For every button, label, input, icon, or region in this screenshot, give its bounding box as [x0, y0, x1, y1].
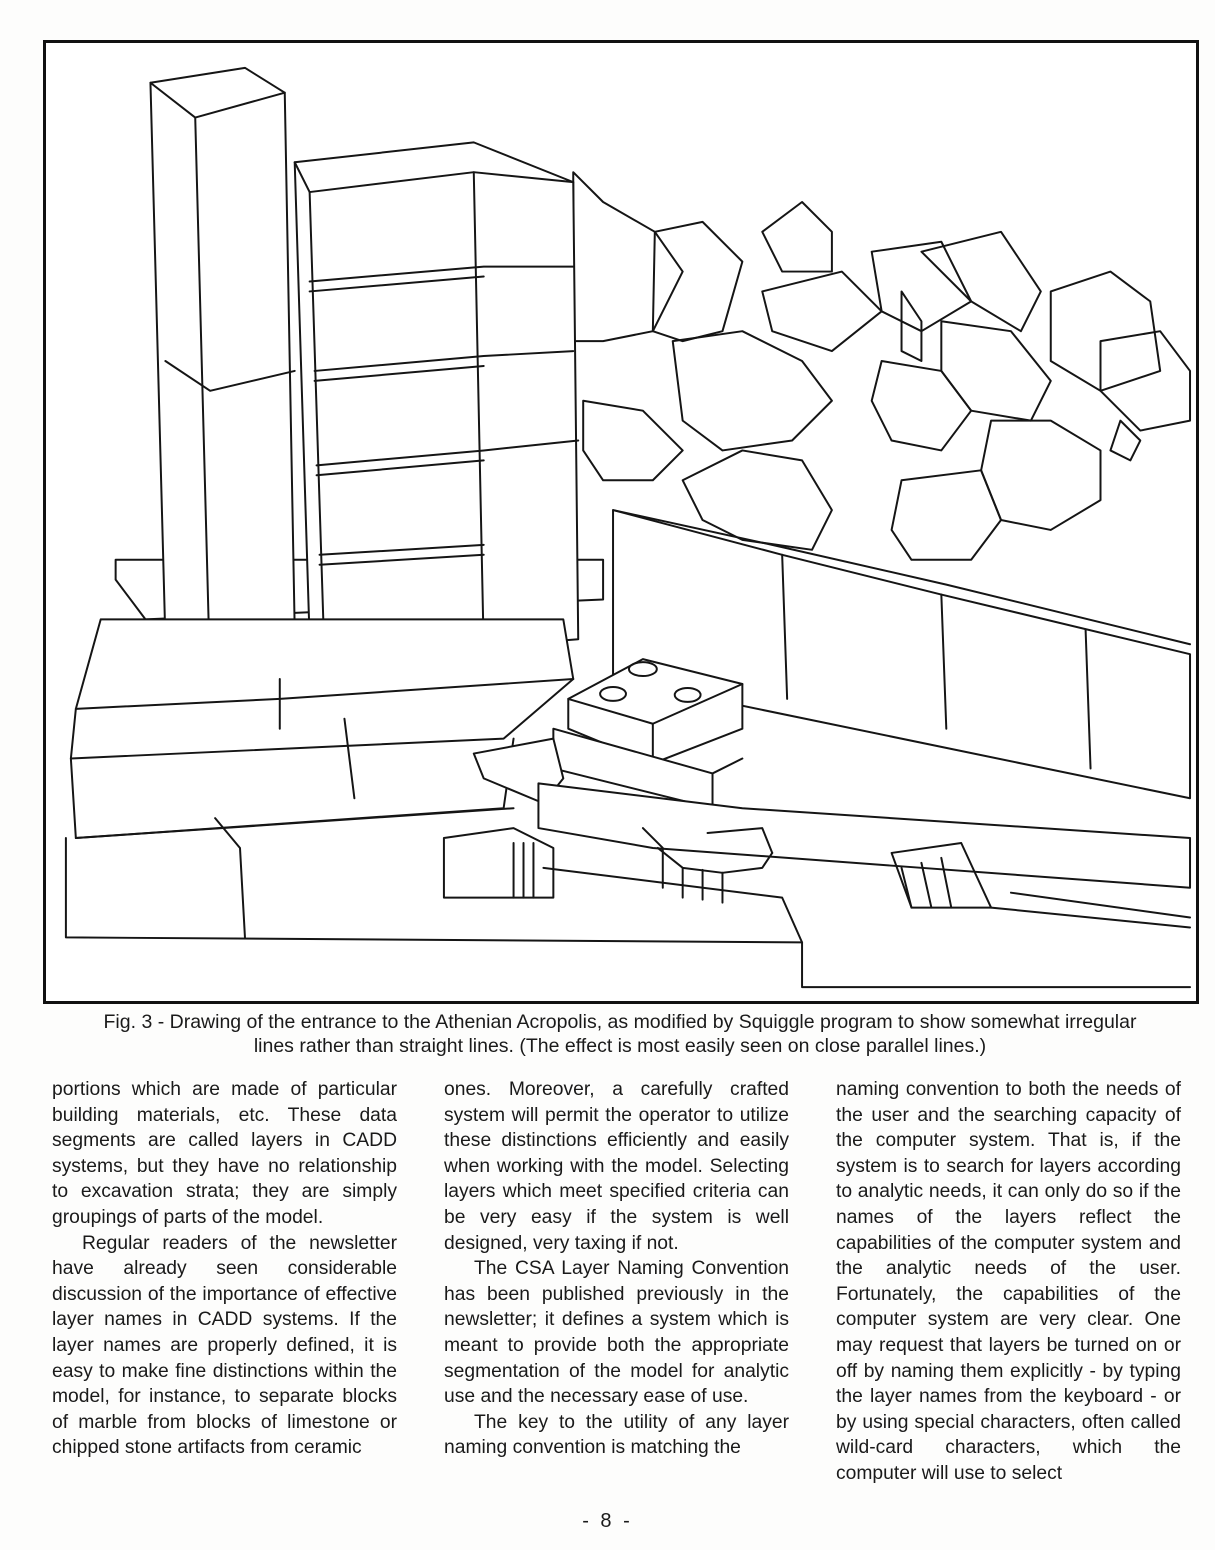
- rock-outlines: [573, 172, 1190, 560]
- paragraph: Regular readers of the newsletter have already seen considerable discussion of the importance of effective layer names in CADD systems. If the layer names are properly defined, it is easy to make fine distinctions within the model, for instance, to separate blocks of marble from blocks of limestone or chipped stone artifacts from ceramic: [52, 1232, 397, 1459]
- acropolis-line-drawing: [46, 43, 1196, 1001]
- right-wall: [613, 510, 1190, 798]
- hole-block: [553, 659, 742, 808]
- caption-line-2: lines rather than straight lines. (The effect is most easily seen on close parallel lines.): [253, 1035, 987, 1057]
- text-column-1: [52, 1077, 397, 1461]
- caption-line-1: Fig. 3 - Drawing of the entrance to the Athenian Acropolis, as modified by Squiggle program to show somewhat irregular: [103, 1011, 1137, 1033]
- figure-caption: [45, 1010, 1195, 1058]
- paragraph: portions which are made of particular building materials, etc. These data segments are called layers in CADD systems, but they have no relationship to excavation strata; they are simply groupings of parts of the model.: [52, 1079, 397, 1228]
- stacked-blocks: [295, 142, 579, 659]
- text-column-3: [836, 1077, 1181, 1487]
- figure-acropolis-drawing: [43, 40, 1199, 1004]
- page-number: - 8 -: [582, 1510, 633, 1532]
- paragraph: ones. Moreover, a carefully crafted system will permit the operator to utilize these distinctions efficiently and easily when working with the model. Selecting layers which meet specified criteria can be very easy if the system is well designed, very taxing if not.: [444, 1079, 789, 1254]
- paragraph: naming convention to both the needs of the user and the searching capacity of the computer system. That is, if the system is to search for layers according to analytic needs, it can only do so if the names of the layers reflect the capabilities of the computer system and the analytic needs of the user. Fortunately, the capabilities of the computer system are very clear. One may request that layers be turned on or off by naming them explicitly - by typing the layer names from the keyboard - or by using special characters, often called wild-card characters, which the computer will use to select: [836, 1079, 1181, 1484]
- paragraph: The key to the utility of any layer naming convention is matching the: [444, 1411, 789, 1459]
- left-pillar: [150, 68, 294, 679]
- text-column-2: [444, 1077, 789, 1461]
- paragraph: The CSA Layer Naming Convention has been published previously in the newsletter; it defines a system which is meant to provide both the appropriate segmentation of the model for analytic use and the necessary ease of use.: [444, 1258, 789, 1408]
